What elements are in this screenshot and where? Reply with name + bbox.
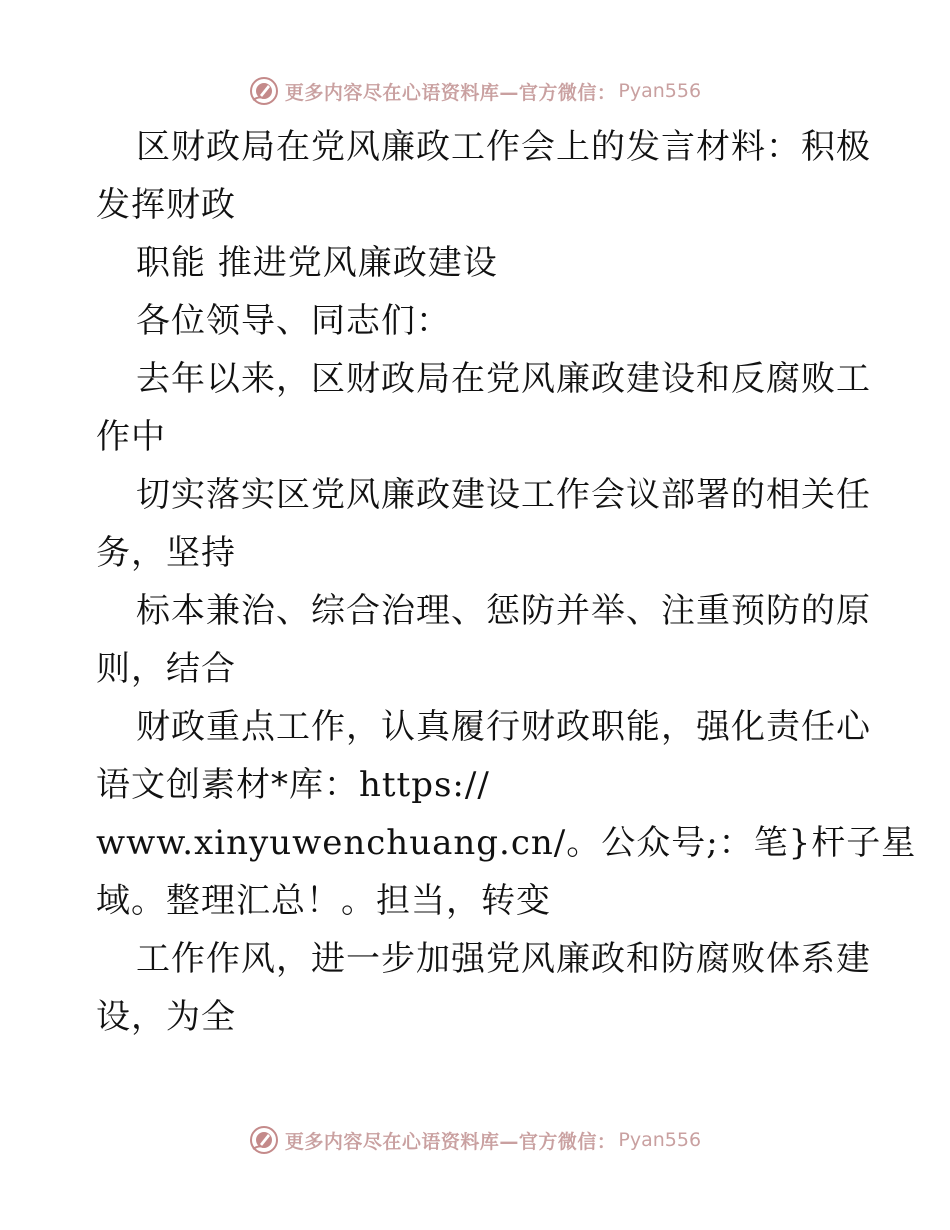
text-line: 则，结合 [96,649,236,689]
footer-watermark [0,1123,950,1157]
text-line: 职能 推进党风廉政建设 [136,243,498,283]
text-line: 区财政局在党风廉政工作会上的发言材料：积极 [136,127,871,167]
pen-logo-icon [249,1125,279,1155]
text-line: 设，为全 [96,997,236,1037]
text-line: 切实落实区党风廉政建设工作会议部署的相关任 [136,475,871,515]
watermark-text: 更多内容尽在心语资料库—官方微信： [284,81,617,104]
text-line: 发挥财政 [96,185,236,225]
text-line: 各位领导、同志们： [136,301,451,341]
text-line: 域。整理汇总！。担当，转变 [96,881,551,921]
watermark-wechat-id: Pyan556 [618,80,702,102]
text-line: 务，坚持 [96,533,236,573]
document-body [96,118,917,1046]
watermark-wechat-id: Pyan556 [618,1129,702,1151]
text-line: 去年以来，区财政局在党风廉政建设和反腐败工 [136,359,871,399]
text-line: 工作作风，进一步加强党风廉政和防腐败体系建 [136,939,871,979]
text-line: 标本兼治、综合治理、惩防并举、注重预防的原 [136,591,871,631]
text-line: 语文创素材*库：https:// [96,765,490,805]
watermark-text: 更多内容尽在心语资料库—官方微信： [284,1130,617,1153]
text-line: 作中 [96,417,166,457]
text-line: 财政重点工作，认真履行财政职能，强化责任心 [136,707,871,747]
text-line: www.xinyuwenchuang.cn/。公众号;：笔}杆子星 [96,823,917,863]
header-watermark [0,74,950,108]
pen-logo-icon [249,76,279,106]
